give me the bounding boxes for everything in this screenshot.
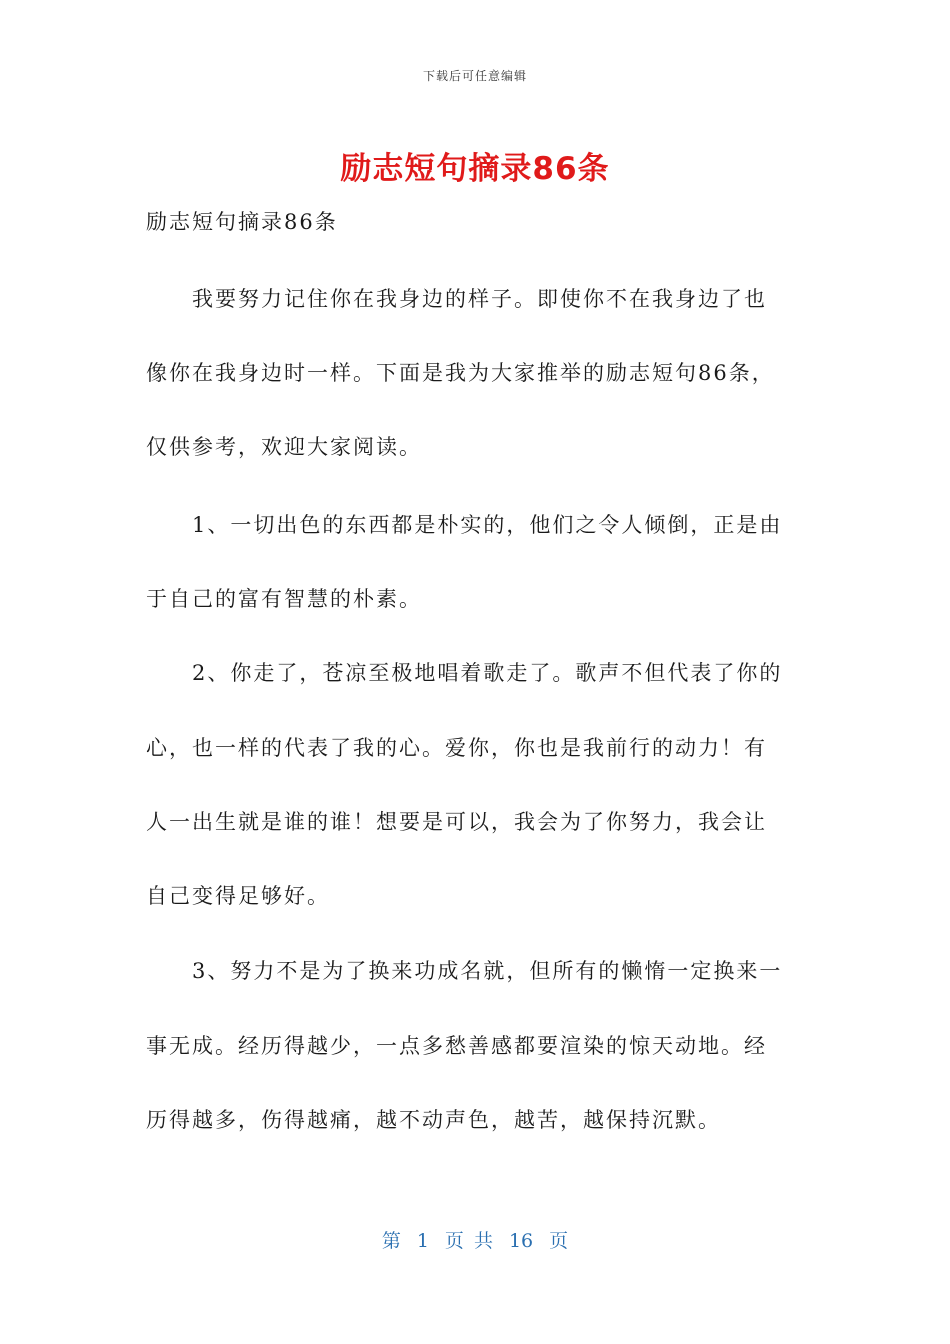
intro-line-2: 像你在我身边时一样。下面是我为大家推举的励志短句86条，	[146, 361, 775, 385]
footer-mid: 页 共	[444, 1230, 493, 1252]
item-3-line-3: 历得越多，伤得越痛，越不动声色，越苦，越保持沉默。	[146, 1108, 721, 1132]
document-subtitle: 励志短句摘录86条	[146, 210, 338, 234]
footer-page-number: 1	[416, 1230, 429, 1252]
footer-prefix: 第	[381, 1230, 401, 1252]
item-1-line-2: 于自己的富有智慧的朴素。	[146, 587, 422, 611]
item-2-line-3: 人一出生就是谁的谁！想要是可以，我会为了你努力，我会让	[146, 810, 767, 834]
document-title: 励志短句摘录86条	[340, 151, 610, 187]
intro-line-3: 仅供参考，欢迎大家阅读。	[146, 435, 422, 459]
item-2-line-1: 2、你走了，苍凉至极地唱着歌走了。歌声不但代表了你的	[192, 661, 783, 685]
intro-line-1: 我要努力记住你在我身边的样子。即使你不在我身边了也	[192, 287, 767, 311]
item-1-line-1: 1、一切出色的东西都是朴实的，他们之令人倾倒，正是由	[192, 513, 783, 537]
page-footer	[0, 1226, 950, 1253]
footer-suffix: 页	[549, 1230, 569, 1252]
footer-total-pages: 16	[508, 1230, 534, 1252]
item-3-line-1: 3、努力不是为了换来功成名就，但所有的懒惰一定换来一	[192, 959, 783, 983]
item-3-line-2: 事无成。经历得越少，一点多愁善感都要渲染的惊天动地。经	[146, 1034, 767, 1058]
header-note: 下载后可任意编辑	[422, 69, 527, 83]
item-2-line-2: 心，也一样的代表了我的心。爱你，你也是我前行的动力！有	[146, 736, 767, 760]
item-2-line-4: 自己变得足够好。	[146, 884, 330, 908]
